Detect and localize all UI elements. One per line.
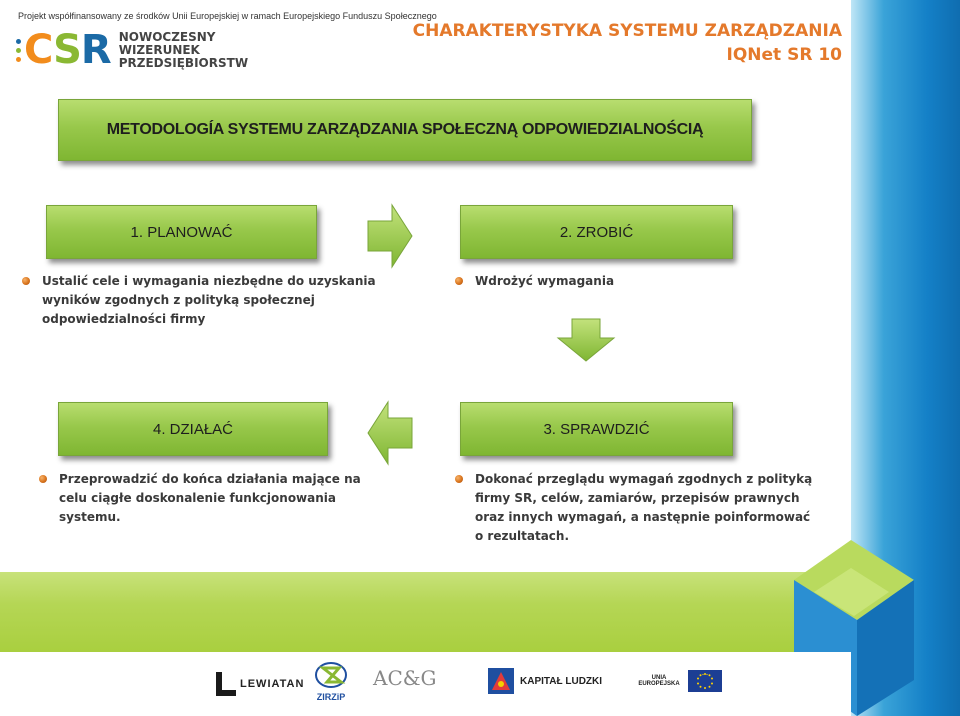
methodology-title-box <box>58 99 752 161</box>
csr-logo <box>16 28 248 72</box>
project-cofinancing-note: Projekt współfinansowany ze środków Unii Europejskiej w ramach Europejskiego Funduszu Społecznego <box>18 11 437 21</box>
kapital-ludzki-logo <box>488 668 602 694</box>
kapital-ludzki-text: KAPITAŁ LUDZKI <box>520 675 603 687</box>
step-plan-label: 1. PLANOWAĆ <box>130 223 233 241</box>
step-do-text: Wdrożyć wymagania <box>475 274 615 288</box>
logo-caption-line-1: NOWOCZESNY <box>118 29 216 44</box>
acg-text: AC&G <box>373 666 437 690</box>
step-plan-box <box>46 205 317 259</box>
slide-title <box>413 19 842 67</box>
slide-title-line-2: IQNet SR 10 <box>726 45 842 65</box>
eu-flag-icon <box>688 670 722 692</box>
bullet-dot-icon <box>39 475 47 483</box>
logo-csr-letters: CSR <box>24 27 111 73</box>
lewiatan-logo <box>216 672 304 696</box>
zirzip-text: ZIRZiP <box>316 692 346 702</box>
step-check-text: Dokonać przeglądu wymagań zgodnych z polityką firmy SR, celów, zamiarów, przepisów prawnych oraz innych wymagań, a następnie poinformować o rezultatach. <box>475 472 813 543</box>
bullet-dot-icon <box>455 475 463 483</box>
kapital-ludzki-mark-icon <box>488 668 514 694</box>
acg-logo <box>373 666 437 690</box>
eu-text: UNIA EUROPEJSKA <box>638 675 680 687</box>
logo-dots-icon <box>16 39 21 62</box>
logo-caption-line-3: PRZEDSIĘBIORSTW <box>118 55 249 70</box>
step-check-label: 3. SPRAWDZIĆ <box>543 420 650 438</box>
step-act-text: Przeprowadzić do końca działania mające na celu ciągłe doskonalenie funkcjonowania systemu. <box>59 472 361 524</box>
step-do-bullet <box>475 272 755 291</box>
step-do-label: 2. ZROBIĆ <box>559 223 634 241</box>
zirzip-mark-icon <box>314 660 348 690</box>
step-plan-bullet <box>42 272 382 329</box>
bottom-green-band <box>0 572 851 652</box>
bullet-dot-icon <box>455 277 463 285</box>
logo-caption <box>119 31 248 70</box>
lewiatan-mark-icon <box>216 672 236 696</box>
step-plan-text: Ustalić cele i wymagania niezbędne do uzyskania wyników zgodnych z polityką społecznej odpowiedzialności firmy <box>42 274 376 326</box>
arrow-down-icon <box>556 318 616 362</box>
footer-logos-bar <box>0 652 851 716</box>
step-act-label: 4. DZIAŁAĆ <box>152 420 234 438</box>
lewiatan-text: LEWIATAN <box>240 678 305 690</box>
step-do-box <box>460 205 733 259</box>
eu-logo <box>636 670 722 692</box>
slide-title-line-1: CHARAKTERYSTYKA SYSTEMU ZARZĄDZANIA <box>412 21 842 41</box>
methodology-title: METODOLOGÍA SYSTEMU ZARZĄDZANIA SPOŁECZNĄ ODPOWIEDZIALNOŚCIĄ <box>106 121 704 138</box>
logo-caption-line-2: WIZERUNEK <box>118 42 200 57</box>
arrow-right-icon <box>366 203 414 269</box>
bullet-dot-icon <box>22 277 30 285</box>
step-act-bullet <box>59 470 389 527</box>
zirzip-logo <box>314 660 348 702</box>
step-check-box <box>460 402 733 456</box>
step-act-box <box>58 402 328 456</box>
arrow-left-icon <box>366 400 414 466</box>
step-check-bullet <box>475 470 820 546</box>
